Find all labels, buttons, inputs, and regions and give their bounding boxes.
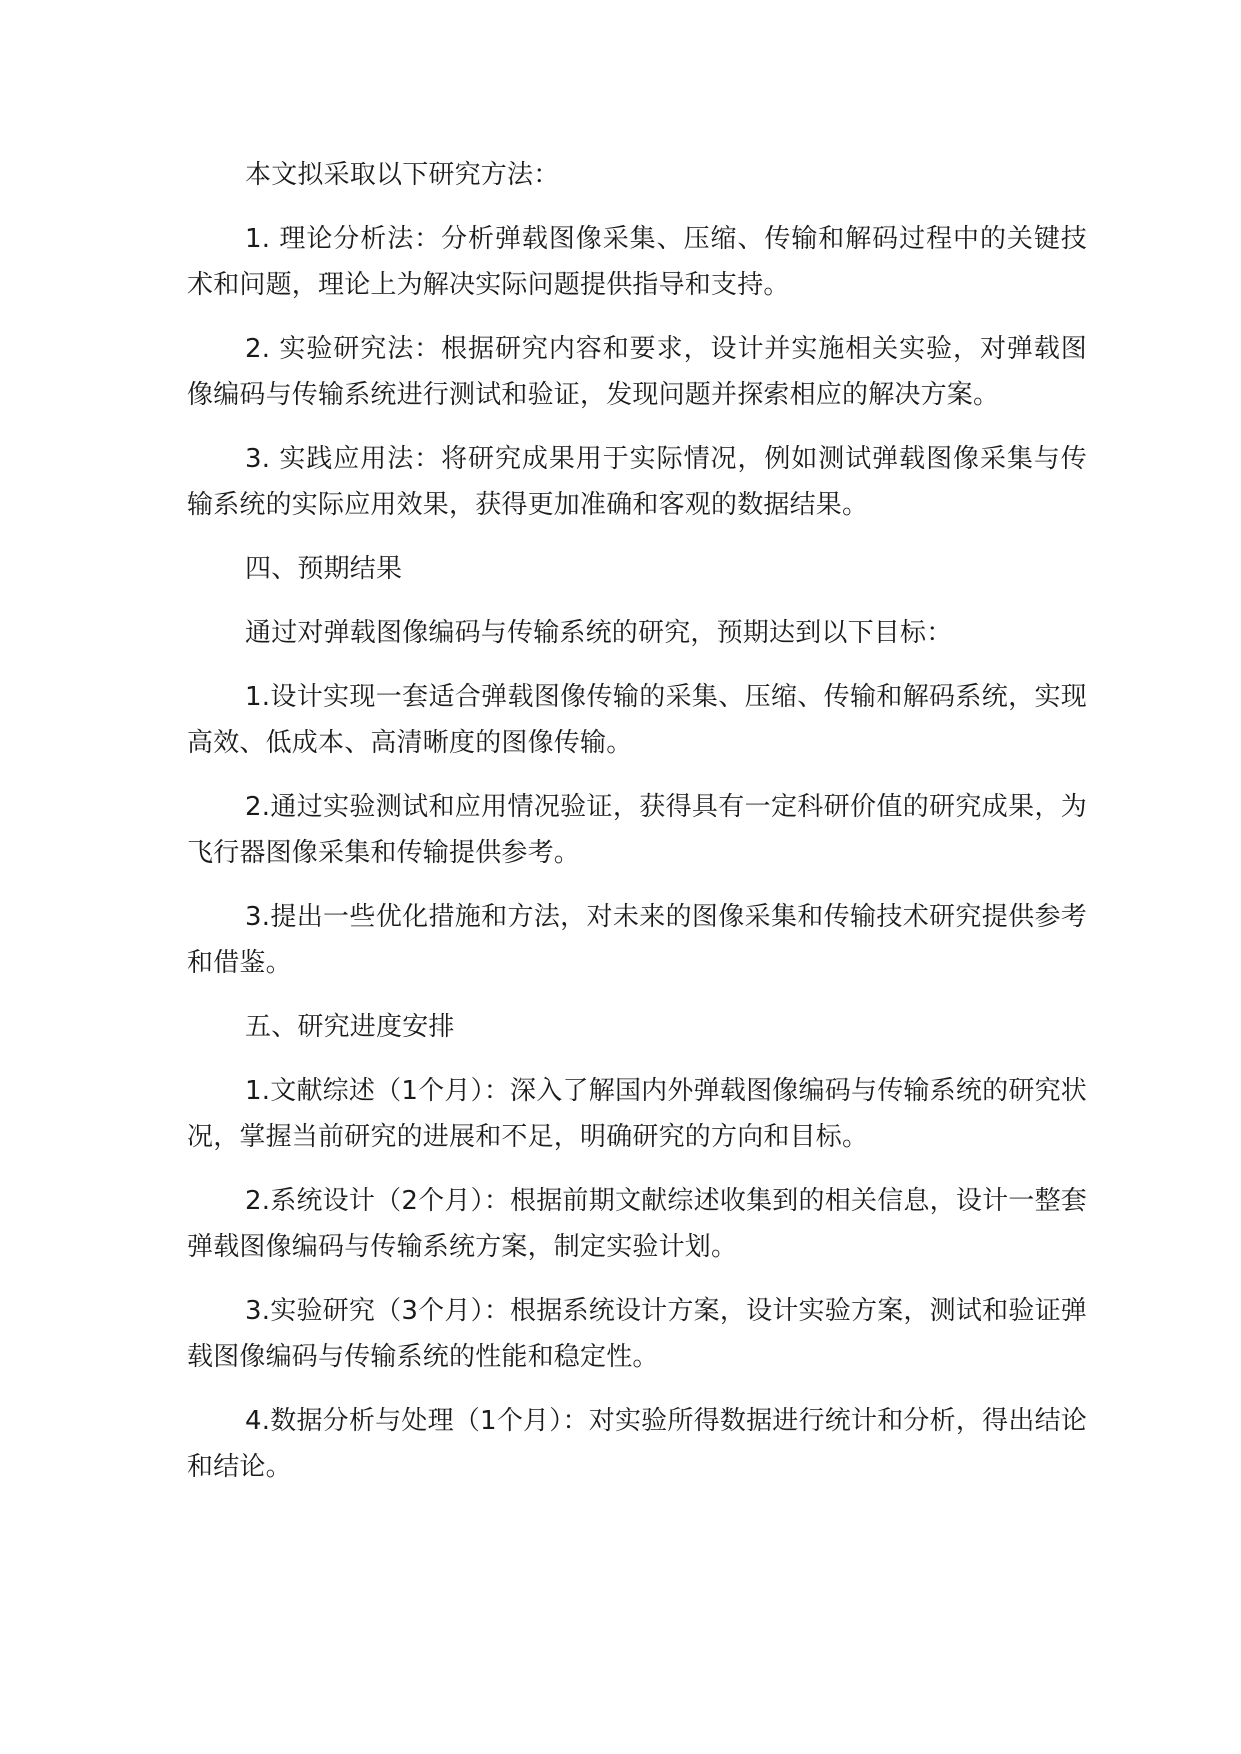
section-heading-expected-results: 四、预期结果: [245, 554, 403, 584]
schedule-item-3: 3.实验研究（3个月）：根据系统设计方案，设计实验方案，测试和验证弹载图像编码与传输系统的性能和稳定性。: [187, 1296, 1087, 1372]
goal-item-1: 1.设计实现一套适合弹载图像传输的采集、压缩、传输和解码系统，实现高效、低成本、高清晰度的图像传输。: [187, 682, 1087, 758]
intro-paragraph: 本文拟采取以下研究方法：: [245, 160, 560, 190]
goal-item-3: 3.提出一些优化措施和方法，对未来的图像采集和传输技术研究提供参考和借鉴。: [187, 902, 1087, 978]
goal-item-2: 2.通过实验测试和应用情况验证，获得具有一定科研价值的研究成果，为飞行器图像采集和传输提供参考。: [187, 792, 1087, 868]
expected-results-intro: 通过对弹载图像编码与传输系统的研究，预期达到以下目标：: [245, 618, 953, 648]
document-body: [187, 152, 1087, 1508]
method-item-1: 1. 理论分析法：分析弹载图像采集、压缩、传输和解码过程中的关键技术和问题，理论上为解决实际问题提供指导和支持。: [187, 224, 1087, 300]
method-item-3: 3. 实践应用法：将研究成果用于实际情况，例如测试弹载图像采集与传输系统的实际应用效果，获得更加准确和客观的数据结果。: [187, 444, 1087, 520]
schedule-item-4: 4.数据分析与处理（1个月）：对实验所得数据进行统计和分析，得出结论和结论。: [187, 1406, 1087, 1482]
section-heading-schedule: 五、研究进度安排: [245, 1012, 455, 1042]
method-item-2: 2. 实验研究法：根据研究内容和要求，设计并实施相关实验，对弹载图像编码与传输系统进行测试和验证，发现问题并探索相应的解决方案。: [187, 334, 1087, 410]
schedule-item-1: 1.文献综述（1个月）：深入了解国内外弹载图像编码与传输系统的研究状况，掌握当前研究的进展和不足，明确研究的方向和目标。: [187, 1076, 1087, 1152]
schedule-item-2: 2.系统设计（2个月）：根据前期文献综述收集到的相关信息，设计一整套弹载图像编码与传输系统方案，制定实验计划。: [187, 1186, 1087, 1262]
